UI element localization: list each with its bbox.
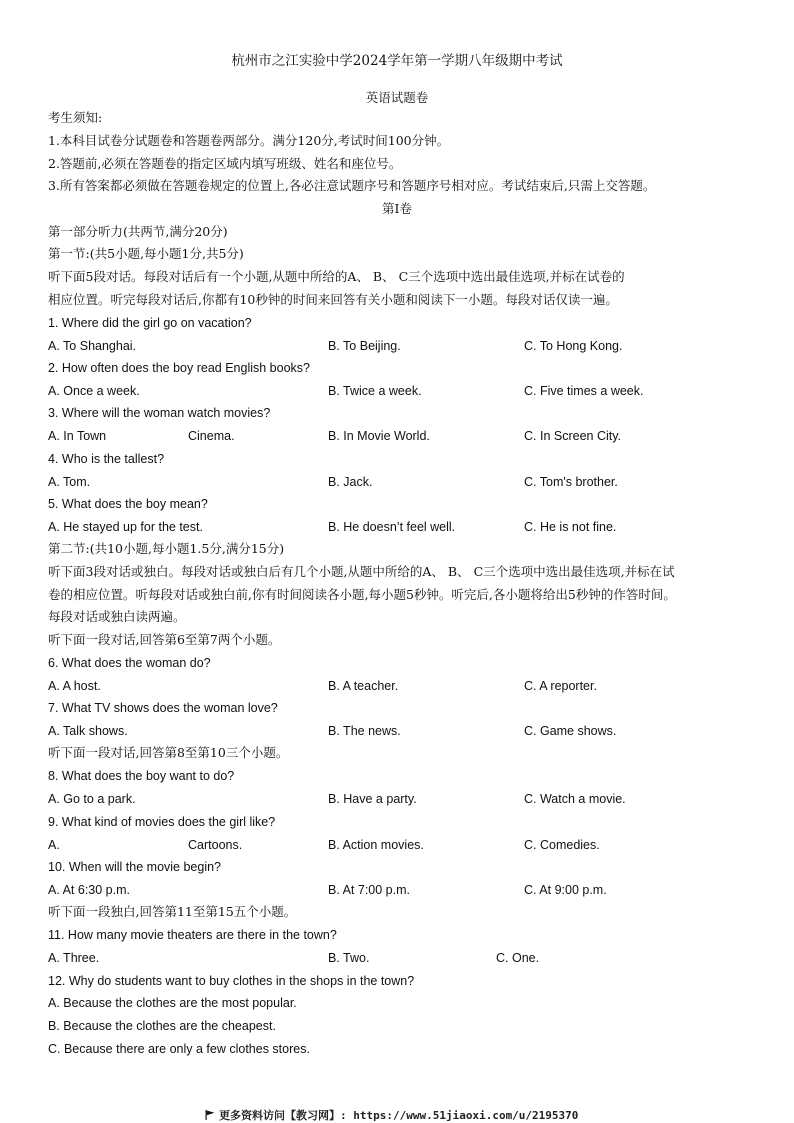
q4-option-b: B. Jack.	[328, 475, 373, 489]
footer-link[interactable]	[205, 1107, 578, 1123]
notice-heading: 考生须知:	[48, 110, 103, 125]
q2-option-a: A. Once a week.	[48, 384, 140, 398]
q2-option-c: C. Five times a week.	[524, 384, 644, 398]
footer-text: 更多资料访问【教习网】: https://www.51jiaoxi.com/u/2195370	[219, 1109, 579, 1122]
exam-title: 杭州市之江实验中学2024学年第一学期八年级期中考试	[231, 53, 563, 69]
notice-item-2: 2.答题前,必须在答题卷的指定区域内填写班级、姓名和座位号。	[48, 156, 402, 171]
question-2: 2. How often does the boy read English books?	[48, 361, 310, 375]
section2-title: 第二节:(共10小题,每小题1.5分,满分15分)	[48, 541, 285, 556]
q2-option-b: B. Twice a week.	[328, 384, 422, 398]
q5-option-a: A. He stayed up for the test.	[48, 520, 203, 534]
q8-option-a: A. Go to a park.	[48, 792, 136, 806]
q1-option-c: C. To Hong Kong.	[524, 339, 623, 353]
notice-item-3: 3.所有答案都必须做在答题卷规定的位置上,各必注意试题序号和答题序号相对应。考试结束后,只需上交答题。	[48, 178, 656, 193]
section2-instructions-2: 卷的相应位置。听每段对话或独白前,你有时间阅读各小题,每小题5秒钟。听完后,各小题将给出5秒钟的作答时间。	[48, 587, 676, 602]
q9-option-a: A.	[48, 838, 60, 852]
q3-option-c: C. In Screen City.	[524, 429, 622, 443]
q6-option-b: B. A teacher.	[328, 679, 399, 693]
q9-option-b: B. Action movies.	[328, 838, 424, 852]
q12-option-b: B. Because the clothes are the cheapest.	[48, 1019, 276, 1033]
q9-option-a-cont: Cartoons.	[188, 838, 243, 852]
question-6: 6. What does the woman do?	[48, 656, 211, 670]
q1-option-a: A. To Shanghai.	[48, 339, 137, 353]
exam-subtitle: 英语试题卷	[365, 90, 429, 105]
group-3-heading: 听下面一段独白,回答第11至第15五个小题。	[48, 904, 297, 919]
q11-option-c: C. One.	[496, 951, 540, 965]
question-4: 4. Who is the tallest?	[48, 452, 165, 466]
section1-instructions-1: 听下面5段对话。每段对话后有一个小题,从题中所给的A、 B、 C三个选项中选出最佳选项,并标在试卷的	[48, 269, 625, 284]
question-7: 7. What TV shows does the woman love?	[48, 701, 278, 715]
question-1: 1. Where did the girl go on vacation?	[48, 316, 252, 330]
q8-option-b: B. Have a party.	[328, 792, 417, 806]
question-8: 8. What does the boy want to do?	[48, 769, 235, 783]
volume-label: 第I卷	[382, 201, 412, 216]
q7-option-a: A. Talk shows.	[48, 724, 128, 738]
q10-option-a: A. At 6:30 p.m.	[48, 883, 130, 897]
q11-option-b: B. Two.	[328, 951, 370, 965]
question-5: 5. What does the boy mean?	[48, 497, 208, 511]
q6-option-a: A. A host.	[48, 679, 101, 693]
q10-option-c: C. At 9:00 p.m.	[524, 883, 607, 897]
q4-option-c: C. Tom's brother.	[524, 475, 618, 489]
q5-option-b: B. He doesn’t feel well.	[328, 520, 456, 534]
q12-option-a: A. Because the clothes are the most popular.	[48, 996, 297, 1010]
section2-instructions-1: 听下面3段对话或独白。每段对话或独白后有几个小题,从题中所给的A、 B、 C三个选项中选出最佳选项,并标在试	[48, 564, 675, 579]
section1-instructions-2: 相应位置。听完每段对话后,你都有10秒钟的时间来回答有关小题和阅读下一小题。每段对话仅读一遍。	[48, 292, 618, 307]
section2-instructions-3: 每段对话或独白读两遍。	[48, 609, 186, 624]
q5-option-c: C. He is not fine.	[524, 520, 617, 534]
q3-option-a: A. In Town	[48, 429, 107, 443]
q12-option-c: C. Because there are only a few clothes stores.	[48, 1042, 310, 1056]
q3-option-a-cont: Cinema.	[188, 429, 235, 443]
q6-option-c: C. A reporter.	[524, 679, 597, 693]
q8-option-c: C. Watch a movie.	[524, 792, 626, 806]
q11-option-a: A. Three.	[48, 951, 100, 965]
q1-option-b: B. To Beijing.	[328, 339, 401, 353]
question-10: 10. When will the movie begin?	[48, 860, 222, 874]
notice-item-1: 1.本科目试卷分试题卷和答题卷两部分。满分120分,考试时间100分钟。	[48, 133, 450, 148]
q3-option-b: B. In Movie World.	[328, 429, 430, 443]
question-3: 3. Where will the woman watch movies?	[48, 406, 271, 420]
q7-option-c: C. Game shows.	[524, 724, 617, 738]
q10-option-b: B. At 7:00 p.m.	[328, 883, 410, 897]
part1-title: 第一部分听力(共两节,满分20分)	[48, 224, 228, 239]
group-2-heading: 听下面一段对话,回答第8至第10三个小题。	[48, 745, 289, 760]
group-1-heading: 听下面一段对话,回答第6至第7两个小题。	[48, 632, 281, 647]
question-9: 9. What kind of movies does the girl like?	[48, 815, 276, 829]
flag-icon	[205, 1110, 215, 1120]
question-12: 12. Why do students want to buy clothes in the shops in the town?	[48, 974, 415, 988]
q9-option-c: C. Comedies.	[524, 838, 600, 852]
q7-option-b: B. The news.	[328, 724, 401, 738]
section1-title: 第一节:(共5小题,每小题1分,共5分)	[48, 246, 244, 261]
q4-option-a: A. Tom.	[48, 475, 91, 489]
question-11: 11. How many movie theaters are there in the town?	[48, 928, 337, 942]
